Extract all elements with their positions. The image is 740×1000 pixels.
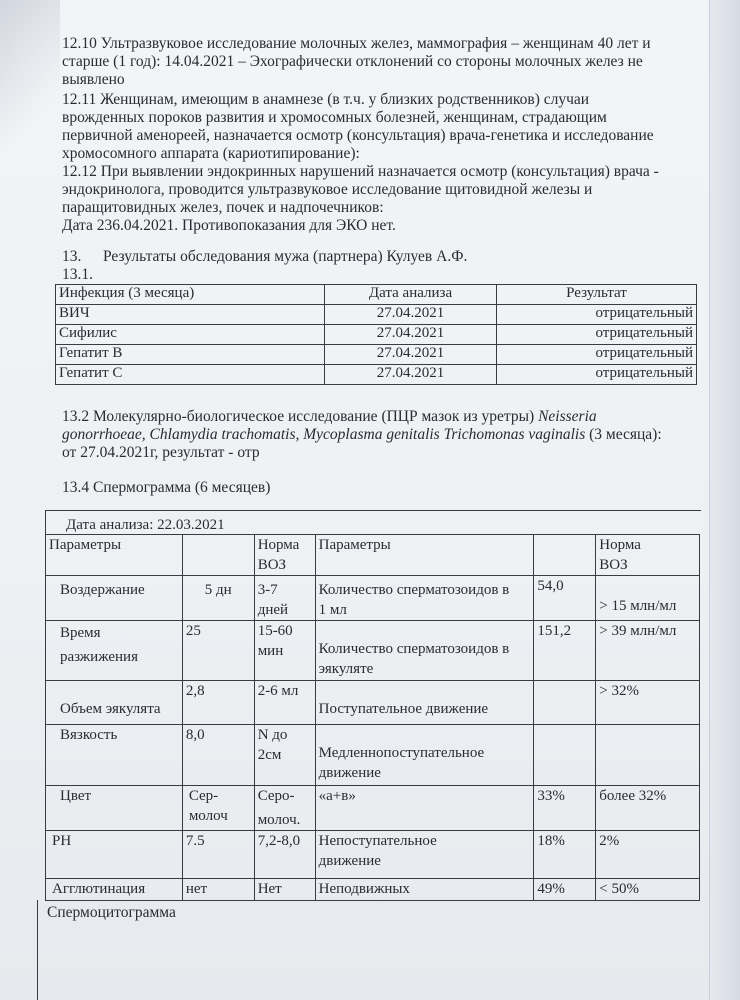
- paragraph-12-12-line4: Дата 236.04.2021. Противопоказания для ЭКО нет.: [62, 217, 396, 234]
- param-2-line2: движение: [318, 765, 381, 781]
- header-params: Параметры: [46, 535, 183, 576]
- param: PH: [46, 831, 183, 879]
- table-row: [46, 621, 700, 681]
- norm: 7,2-8,0: [254, 831, 315, 879]
- value-2: [534, 681, 596, 725]
- spermogram-table: [45, 534, 700, 901]
- paragraph-12-12-line2: эндокринолога, проводится ультразвуковое исследование щитовидной железы и: [62, 181, 593, 198]
- table-row: [46, 879, 700, 901]
- paragraph-12-12-line1: 12.12 При выявлении эндокринных нарушений назначается осмотр (консультация) врача -: [62, 163, 659, 180]
- pcr-line3: от 27.04.2021г, результат - отр: [62, 444, 260, 461]
- infection-result: отрицательный: [497, 325, 697, 345]
- param-2: Поступательное движение: [315, 681, 534, 725]
- table-row: [46, 681, 700, 725]
- section-13-title: Результаты обследования мужа (партнера) Кулуев А.Ф.: [103, 248, 468, 265]
- norm: [254, 786, 315, 831]
- table-left-border: [37, 900, 38, 1000]
- infection-result: отрицательный: [497, 365, 697, 385]
- param-2-line2: 1 мл: [318, 602, 347, 618]
- norm: N до 2см: [254, 725, 315, 786]
- param-2-line2: движение: [318, 853, 381, 869]
- norm-line2: молоч.: [257, 812, 301, 828]
- paragraph-12-11-line3: первичной аменореей, назначается осмотр (консультация) врача-генетика и исследование: [62, 127, 654, 144]
- header-norm2-line2: ВОЗ: [599, 557, 628, 573]
- param-line1: Время: [60, 625, 101, 641]
- norm-line2: мин: [257, 643, 284, 659]
- param-2-line1: Количество сперматозоидов в: [318, 641, 510, 657]
- value-2: 33%: [534, 786, 596, 831]
- norm: Нет: [254, 879, 315, 901]
- infection-date: 27.04.2021: [325, 345, 497, 365]
- pcr-line2-text: (3 месяца):: [585, 426, 662, 443]
- param: Объем эякулята: [46, 681, 183, 725]
- pcr-line1-italic: Neisseria: [538, 408, 597, 425]
- table-row: [46, 831, 700, 879]
- header-norm-2: [596, 535, 700, 576]
- norm-2: < 50%: [596, 879, 700, 901]
- table-row: [56, 305, 697, 325]
- norm-2: 2%: [596, 831, 700, 879]
- spermogram-header: [46, 535, 700, 576]
- table-row: [46, 725, 700, 786]
- param: Агглютинация: [46, 879, 183, 901]
- section-13-number: 13.: [62, 248, 82, 265]
- header-norm2-line1: Норма: [599, 537, 641, 553]
- header-infection: Инфекция (3 месяца): [56, 285, 325, 305]
- infection-name: Гепатит В: [56, 345, 325, 365]
- param-line2: разжижения: [60, 649, 138, 665]
- spermogram-date-row: [45, 510, 701, 536]
- header-params-2: Параметры: [315, 535, 534, 576]
- value-line1: Сер-: [188, 788, 219, 804]
- value-2: 151,2: [534, 621, 596, 681]
- norm-2: > 39 млн/мл: [596, 621, 700, 681]
- table-row: [56, 365, 697, 385]
- param: Вязкость: [46, 725, 183, 786]
- infection-result: отрицательный: [497, 345, 697, 365]
- value-2: [534, 725, 596, 786]
- spermogram-title: 13.4 Спермограмма (6 месяцев): [62, 479, 271, 496]
- paragraph-12-10-line2: старше (1 год): 14.04.2021 – Эхографически отклонений со стороны молочных желез не: [62, 53, 643, 70]
- value: 5 дн: [182, 576, 254, 621]
- value-2: 18%: [534, 831, 596, 879]
- param-2: [315, 621, 534, 681]
- pcr-line2: [62, 426, 662, 444]
- param-2: [315, 831, 534, 879]
- table-row: [56, 345, 697, 365]
- value-2: 49%: [534, 879, 596, 901]
- param-2: [315, 725, 534, 786]
- header-norm-line1: Норма: [257, 537, 300, 553]
- pcr-line1: [62, 408, 597, 426]
- value: 7.5: [182, 831, 254, 879]
- value-2: 54,0: [534, 576, 596, 621]
- header-value: [182, 535, 254, 576]
- infection-name: Гепатит С: [56, 365, 325, 385]
- table-row: [46, 786, 700, 831]
- param-2: Неподвижных: [315, 879, 534, 901]
- header-value-2: [534, 535, 596, 576]
- pcr-line1-text: 13.2 Молекулярно-биологическое исследование (ПЦР мазок из уретры): [62, 408, 539, 425]
- norm: [254, 621, 315, 681]
- infection-date: 27.04.2021: [325, 325, 497, 345]
- header-norm: [254, 535, 315, 576]
- value: 25: [182, 621, 254, 681]
- paragraph-12-11-line2: врожденных пороков развития и хромосомных болезней, женщинам, страдающим: [62, 109, 607, 126]
- paragraph-12-11-line1: 12.11 Женщинам, имеющим в анамнезе (в т.ч. у близких родственников) случаи: [62, 91, 590, 108]
- infection-name: ВИЧ: [56, 305, 325, 325]
- param-2: «а+в»: [315, 786, 534, 831]
- page-edge: [709, 0, 740, 1000]
- infection-result: отрицательный: [497, 305, 697, 325]
- infection-table-header: [56, 285, 697, 305]
- header-date: Дата анализа: [325, 285, 497, 305]
- spermogram-date: Дата анализа: 22.03.2021: [66, 517, 225, 533]
- param-2-line1: Количество сперматозоидов в: [318, 582, 510, 598]
- param-2-line2: эякуляте: [318, 661, 374, 677]
- table-row: [46, 576, 700, 621]
- norm-line1: 15-60: [257, 623, 293, 639]
- page-shadow: [0, 0, 60, 160]
- infection-table: [55, 284, 697, 385]
- param-2: [315, 576, 534, 621]
- norm: 2-6 мл: [254, 681, 315, 725]
- infection-date: 27.04.2021: [325, 365, 497, 385]
- value: 2,8: [182, 681, 254, 725]
- param: Воздержание: [46, 576, 183, 621]
- table-row: [56, 325, 697, 345]
- header-norm-line2: ВОЗ: [257, 557, 287, 573]
- pcr-line2-italic: gonorrhoeae, Chlamydia trachomatis, Mycoplasma genitalis Trichomonas vaginalis: [62, 426, 586, 443]
- param-2-line1: Непоступательное: [318, 833, 437, 849]
- spermocytogram-title: Спермоцитограмма: [47, 904, 176, 921]
- infection-name: Сифилис: [56, 325, 325, 345]
- header-result: Результат: [497, 285, 697, 305]
- norm-2: более 32%: [596, 786, 700, 831]
- param: [46, 621, 183, 681]
- norm: 3-7 дней: [254, 576, 315, 621]
- paragraph-12-10-line3: выявлено: [62, 71, 125, 88]
- infection-date: 27.04.2021: [325, 305, 497, 325]
- norm-2: > 32%: [596, 681, 700, 725]
- norm-line1: Серо-: [257, 788, 295, 804]
- value-line2: молоч: [188, 808, 228, 824]
- param-2-line1: Медленнопоступательное: [318, 745, 485, 761]
- value: 8,0: [182, 725, 254, 786]
- value: [182, 786, 254, 831]
- section-13-1-number: 13.1.: [62, 266, 93, 283]
- value: нет: [182, 879, 254, 901]
- paragraph-12-11-line4: хромосомного аппарата (кариотипирование):: [62, 145, 360, 162]
- param: Цвет: [46, 786, 183, 831]
- norm-2: [596, 725, 700, 786]
- paragraph-12-10-line1: 12.10 Ультразвуковое исследование молочных желез, маммография – женщинам 40 лет и: [62, 35, 651, 52]
- paragraph-12-12-line3: паращитовидных желез, почек и надпочечников:: [62, 199, 384, 216]
- norm-2: > 15 млн/мл: [596, 576, 700, 621]
